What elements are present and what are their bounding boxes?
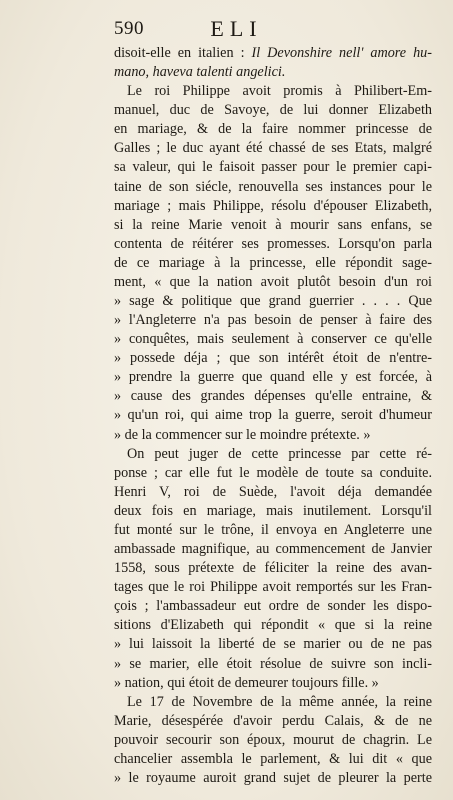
text-line-content: en mariage, & de la faire nommer princesse de [114, 121, 432, 138]
text-line-content: » de la commencer sur le moindre prétexte. » [114, 426, 371, 443]
text-line [114, 769, 432, 788]
text-line [114, 273, 432, 292]
text-line-content: » sage & politique que grand guerrier . . . . Que [114, 293, 432, 310]
text-line [114, 597, 432, 616]
text-line [114, 540, 432, 559]
text-line-content: » nation, qui étoit de demeurer toujours fille. » [114, 674, 379, 691]
text-line-content: » cause des grandes dépenses qu'elle entraine, & [114, 388, 432, 405]
text-line [114, 426, 432, 445]
text-line [114, 578, 432, 597]
text-line-content: » prendre la guerre que quand elle y est forcée, à [114, 369, 432, 386]
text-line [114, 655, 432, 674]
text-line-content: taine de son siécle, renouvella ses instances pour le [114, 178, 432, 195]
text-line-content: mariage ; mais Philippe, résolu d'épouser Elizabeth, [114, 197, 432, 214]
text-line-content: Le roi Philippe avoit promis à Philibert-Em- [127, 83, 432, 100]
text-line [114, 178, 432, 197]
text-line [114, 120, 432, 139]
running-title: ELI [210, 16, 263, 41]
text-line-content: » l'Angleterre n'a pas besoin de penser à faire des [114, 312, 432, 329]
text-line [114, 101, 432, 120]
text-line [114, 235, 432, 254]
text-line-content: chancelier assembla le parlement, & lui dit « que [114, 750, 432, 767]
text-line [114, 502, 432, 521]
text-line [114, 368, 432, 387]
text-line [114, 521, 432, 540]
text-line-content: » conquêtes, mais seulement à conserver ce qu'elle [114, 331, 432, 348]
text-line [114, 712, 432, 731]
text-line [114, 216, 432, 235]
text-line-content: On peut juger de cette princesse par cette ré- [127, 445, 432, 462]
text-line [114, 750, 432, 769]
text-line [114, 44, 432, 63]
text-line-content: ambassade magnifique, au commencement de Janvier [114, 541, 432, 558]
text-line [114, 197, 432, 216]
text-line-content: deux fois en mariage, mais inutilement. Lorsqu'il [114, 502, 432, 519]
text-line-content: fut monté sur le trône, il envoya en Angleterre une [114, 521, 432, 538]
text-line [114, 674, 432, 693]
text-line [114, 311, 432, 330]
text-line [114, 63, 432, 82]
text-line [114, 731, 432, 750]
text-line-content: Marie, désespérée d'avoir perdu Calais, & de ne [114, 712, 432, 729]
text-line [114, 445, 432, 464]
italic-quote: Il Devonshire nell' amore hu- [251, 45, 432, 61]
text-line-content: Henri V, roi de Suède, l'avoit déja demandée [114, 483, 432, 500]
text-line-content: manuel, duc de Savoye, de lui donner Elizabeth [114, 102, 432, 119]
text-line-content: 1558, sous prétexte de féliciter la reine des avan- [114, 560, 432, 577]
text-line [114, 254, 432, 273]
text-line-content: contenta de réitérer ses promesses. Lorsqu'on parla [114, 235, 432, 252]
text-line-content: » possede déja ; que son intérêt étoit de n'entre- [114, 350, 432, 367]
text-line [114, 406, 432, 425]
text-line-content: sitions d'Elizabeth qui répondit « que si la reine [114, 617, 432, 634]
text-line [114, 387, 432, 406]
text-line-content: ponse ; car elle fut le modèle de toute sa conduite. [114, 464, 432, 481]
text-line-content: tages que le roi Philippe avoit remportés sur les Fran- [114, 579, 432, 596]
text-line [114, 158, 432, 177]
text-line-content: » qu'un roi, qui aime trop la guerre, seroit d'humeur [114, 407, 432, 424]
text-line-content: çois ; l'ambassadeur eut ordre de sonder les dispo- [114, 598, 432, 615]
text-line-content: » le royaume auroit grand sujet de pleurer la perte [114, 769, 432, 786]
text-line [114, 693, 432, 712]
text-line-content: disoit-elle en italien : [114, 45, 252, 61]
text-line-content: » lui laissoit la liberté de se marier ou de ne pas [114, 636, 432, 653]
text-line-content: ment, « que la nation avoit plutôt besoin d'un roi [114, 273, 432, 290]
text-line [114, 635, 432, 654]
text-line-content: » se marier, elle étoit résolue de suivre son incli- [114, 655, 432, 672]
body-text [114, 44, 432, 788]
text-line [114, 292, 432, 311]
text-line [114, 559, 432, 578]
text-line [114, 483, 432, 502]
text-line [114, 139, 432, 158]
text-line-content: pouvoir secourir son époux, mourut de chagrin. Le [114, 731, 432, 748]
text-line-content: de ce mariage à la princesse, elle répondit sage- [114, 254, 432, 271]
text-line-content: Galles ; le duc ayant été chassé de ses Etats, malgré [114, 140, 432, 157]
text-line-content: si la reine Marie venoit à mourir sans enfans, se [114, 216, 432, 233]
italic-quote: mano, haveva talenti angelici. [114, 64, 286, 81]
text-line-content: sa valeur, qui le faisoit passer pour le premier capi- [114, 159, 432, 176]
text-line-content: Le 17 de Novembre de la même année, la reine [127, 693, 432, 710]
text-line [114, 330, 432, 349]
text-line [114, 349, 432, 368]
text-line [114, 464, 432, 483]
text-line [114, 616, 432, 635]
page-number: 590 [114, 18, 144, 39]
text-line [114, 82, 432, 101]
